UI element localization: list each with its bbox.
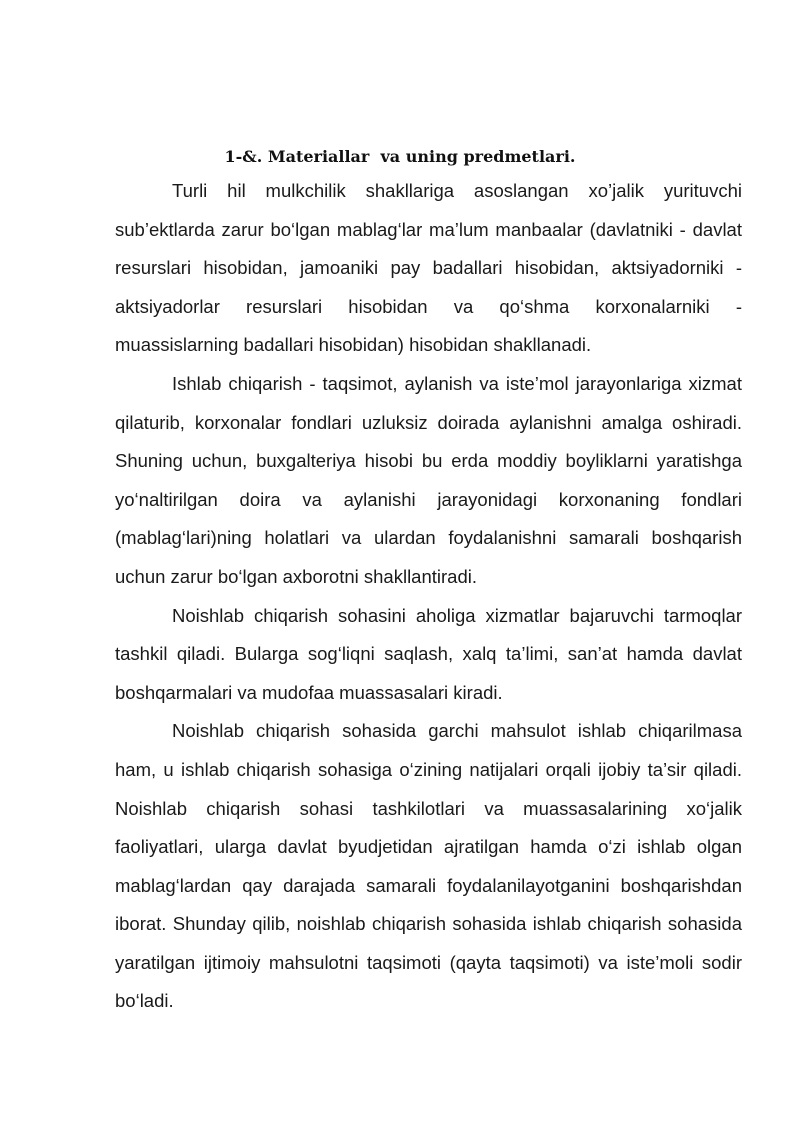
paragraph-non-production-impact: Noishlab chiqarish sohasida garchi mahsulot ishlab chiqarilmasa ham, u ishlab chiqarish sohasiga o‘zining natijalari orqali ijobiy ta’sir qiladi. Noishlab chiqarish sohasi tashkilotlari va muassasalarining xo‘jalik faoliyatlari, ularga davlat byudjetidan ajratilgan hamda o‘zi ishlab olgan mablag‘lardan qay darajada samarali foydalanilayotganini boshqarishdan iborat. Shunday qilib, noishlab chiqarish sohasida ishlab chiqarish sohasida yaratilgan ijtimoiy mahsulotni taqsimoti (qayta taqsimoti) va iste’moli sodir bo‘ladi. bbox=[115, 720, 742, 1012]
document-body bbox=[115, 172, 742, 1021]
paragraph-non-production-sector: Noishlab chiqarish sohasini aholiga xizmatlar bajaruvchi tarmoqlar tashkil qiladi. Bularga sog‘liqni saqlash, xalq ta’limi, san’at hamda davlat boshqarmalari va mudofaa muassasalari kiradi. bbox=[115, 604, 742, 703]
paragraph-funding-sources: Turli hil mulkchilik shakllariga asoslangan xo’jalik yurituvchi sub’ektlarda zarur bo‘lgan mablag‘lar ma’lum manbaalar (davlatniki - davlat resurslari hisobidan, jamoaniki pay badallari hisobidan, aktsiyadorniki - aktsiyadorlar resurslari hisobidan va qo‘shma korxonalarniki - muassislarning badallari hisobidan) hisobidan shakllanadi. bbox=[115, 180, 742, 356]
paragraph-production-accounting: Ishlab chiqarish - taqsimot, aylanish va iste’mol jarayonlariga xizmat qilaturib, korxonalar fondlari uzluksiz doirada aylanishni amalga oshiradi. Shuning uchun, buxgalteriya hisobi bu erda moddiy boyliklarni yaratishga yo‘naltirilgan doira va aylanishi jarayonidagi korxonaning fondlari (mablag‘lari)ning holatlari va ulardan foydalanishni samarali boshqarish uchun zarur bo‘lgan axborotni shakllantiradi. bbox=[115, 372, 742, 587]
section-heading: 1-&. Materiallar va uning predmetlari. bbox=[224, 147, 576, 166]
